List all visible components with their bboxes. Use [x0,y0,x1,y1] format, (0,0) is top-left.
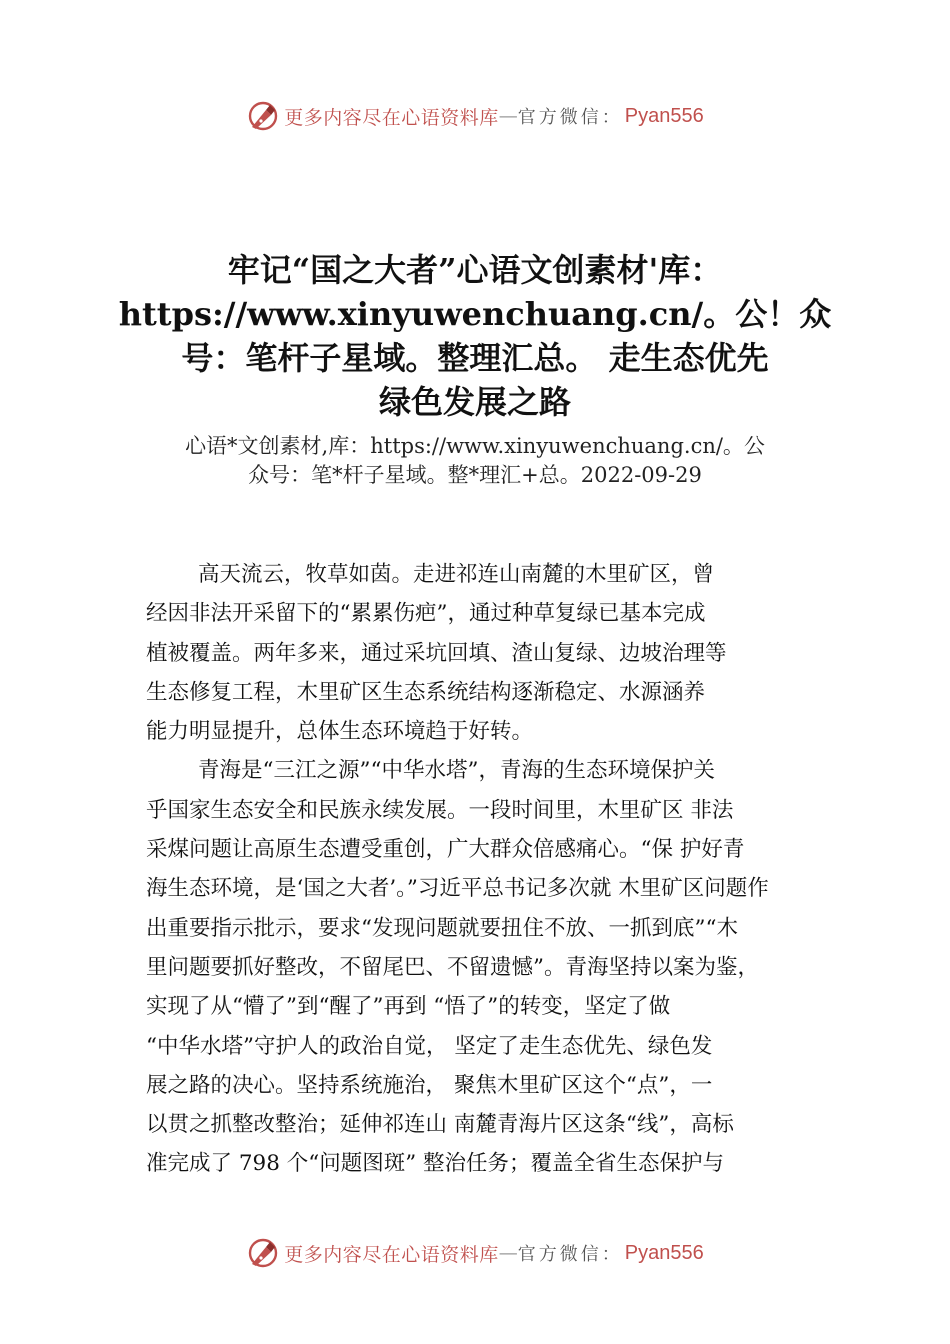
paragraph-line: 植被覆盖。两年多来，通过采坑回填、渣山复绿、边坡治理等 [146,640,727,666]
banner-wechat-id: Pyan556 [624,104,704,127]
paragraph-line: 出重要指示批示，要求“发现问题就要扭住不放、一抓到底”“木 [146,915,738,941]
title-line: 号：笔杆子星域。整理汇总。 走生态优先 [181,339,769,377]
header-banner [0,96,950,136]
paragraph-line: 以贯之抓整改整治；延伸祁连山 南麓青海片区这条“线”，高标 [146,1112,734,1138]
banner-separator: — [498,105,518,127]
paragraph-line: 采煤问题让高原生态遭受重创，广大群众倍感痛心。“保 护好青 [146,837,745,863]
paragraph-line: 能力明显提升，总体生态环境趋于好转。 [146,719,534,745]
banner-wechat-label: 官方微信： [517,107,623,128]
paragraph-line: 准完成了 798 个“问题图斑” 整治任务；覆盖全省生态保护与 [146,1151,725,1177]
pen-nib-logo-icon [246,1236,280,1270]
document-source [100,432,850,490]
banner-slogan: 更多内容尽在心语资料库 [284,106,499,129]
paragraph-line: 经因非法开采留下的“累累伤疤”，通过种草复绿已基本完成 [146,601,706,627]
banner-separator: — [498,1242,518,1264]
source-line: 众号：笔*杆子星域。整*理汇+总。2022-09-29 [248,463,702,487]
paragraph-line: 青海是“三江之源”“中华水塔”，青海的生态环境保护关 [198,758,715,784]
banner-wechat-label: 官方微信： [517,1244,623,1265]
paragraph-line: 生态修复工程，木里矿区生态系统结构逐渐稳定、水源涵养 [146,679,706,705]
source-line: 心语*文创素材,库：https://www.xinyuwenchuang.cn/。公 [185,434,765,458]
footer-banner [0,1233,950,1273]
document-body [146,555,836,1184]
title-line: 绿色发展之路 [378,383,571,421]
title-line: 牢记“国之大者”心语文创素材'库： [227,251,723,289]
pen-nib-logo-icon [246,99,280,133]
document-title [100,248,850,424]
banner-slogan: 更多内容尽在心语资料库 [284,1243,499,1266]
title-line: https://www.xinyuwenchuang.cn/。公！众 [118,295,832,333]
paragraph-line: 海生态环境，是‘国之大者’。”习近平总书记多次就 木里矿区问题作 [146,876,769,902]
paragraph-line: 乎国家生态安全和民族永续发展。一段时间里，木里矿区 非法 [146,797,734,823]
paragraph-line: 实现了从“懵了”到“醒了”再到 “悟了”的转变，坚定了做 [146,994,671,1020]
paragraph-line: 展之路的决心。坚持系统施治， 聚焦木里矿区这个“点”，一 [146,1072,713,1098]
paragraph-line: 高天流云，牧草如茵。走进祁连山南麓的木里矿区，曾 [198,562,715,587]
banner-wechat-id: Pyan556 [624,1241,704,1264]
paragraph-line: 里问题要抓好整改，不留尾巴、不留遗憾”。青海坚持以案为鉴， [146,954,759,980]
paragraph-line: “中华水塔”守护人的政治自觉， 坚定了走生态优先、绿色发 [146,1033,713,1059]
